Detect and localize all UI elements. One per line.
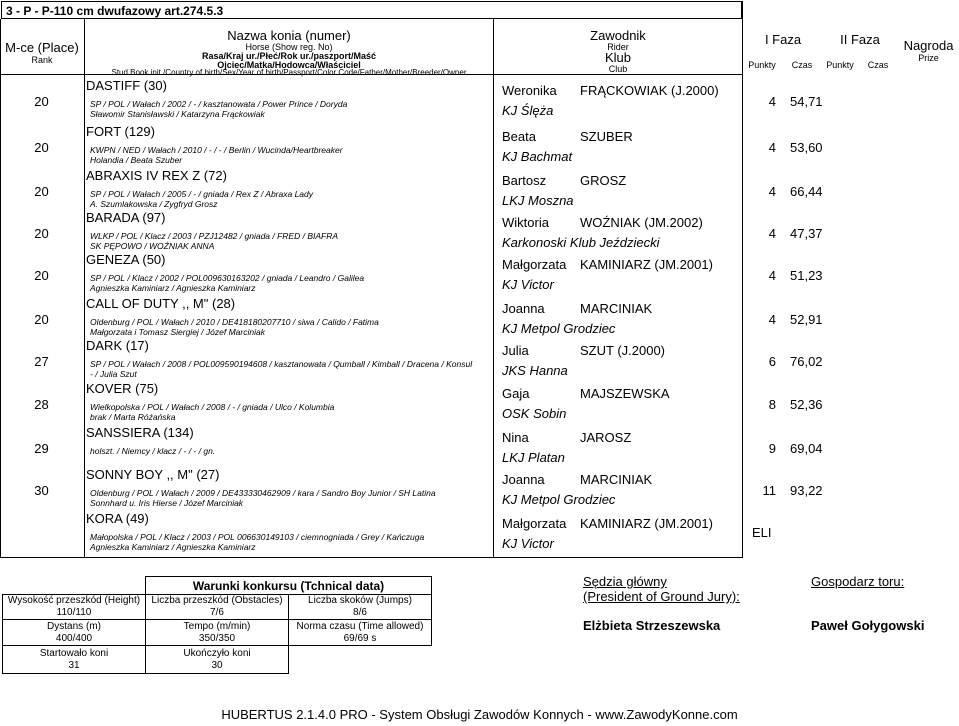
horse-details: SP / POL / Wałach / 2008 / POL009590194608 / kasztanowata / Qumball / Kimball / Dracena / Konsul (90, 359, 473, 369)
rider-last-name: GROSZ (580, 173, 627, 188)
rider-last-name: FRĄCKOWIAK (J.2000) (580, 83, 719, 98)
club-name: KJ Metpol Grodziec (502, 492, 616, 507)
horse-number: (17) (125, 338, 149, 353)
horse-name-text: DARK (86, 338, 123, 353)
rank-value: 28 (34, 397, 49, 412)
judge-name: Elżbieta Strzeszewska (583, 618, 721, 633)
rank-value: 20 (34, 268, 49, 283)
horse-details: Małopolska / POL / Klacz / 2003 / POL 006630149103 / ciemnogniada / Grey / Kańczuga (90, 532, 425, 542)
horse-name (86, 124, 155, 139)
horse-name (86, 210, 166, 225)
phase1-points: 6 (768, 354, 776, 369)
divider-rider (493, 19, 494, 558)
horse-name-text: KOVER (86, 381, 132, 396)
horse-details: SP / POL / Wałach / 2002 / - / kasztanowata / Power Prince / Doryda (90, 99, 348, 109)
phase1-time: 69,04 (790, 441, 823, 456)
competition-title: 3 - P - P-110 cm dwufazowy art.274.5.3 (1, 1, 742, 19)
conditions-table (2, 576, 432, 674)
time-allowed-label: Norma czasu (Time allowed) (296, 620, 424, 632)
obstacles-value: 7/6 (210, 607, 224, 618)
host-name: Paweł Gołygowski (811, 618, 925, 633)
header-place: M-ce (Place) (5, 40, 79, 55)
rank-value: 29 (34, 441, 49, 456)
header-time-1: Czas (791, 60, 813, 70)
height-label: Wysokość przeszkód (Height) (7, 595, 141, 606)
rider-first-name: Weronika (502, 83, 557, 98)
horse-details: SP / POL / Wałach / 2005 / - / gniada / Rex Z / Abraxa Lady (90, 189, 314, 199)
club-name: LKJ Platan (502, 450, 565, 465)
speed-label: Tempo (m/min) (183, 620, 251, 632)
horse-owner: Sonnhard u. Iris Hierse / Józef Marciniak (90, 498, 244, 508)
divider-rank (84, 19, 85, 558)
rider-first-name: Gaja (502, 386, 530, 401)
judge-label: Sędzia główny (583, 574, 667, 589)
header-rider: Zawodnik (590, 28, 646, 43)
obstacles-label: Liczba przeszkód (Obstacles) (151, 595, 283, 606)
phase1-points: 8 (768, 397, 776, 412)
rider-last-name: MARCINIAK (580, 472, 653, 487)
rider-last-name: KAMINIARZ (JM.2001) (580, 257, 713, 272)
horse-owner: Agnieszka Kaminiarz / Agnieszka Kaminiarz (90, 542, 256, 552)
header-points-1: Punkty (748, 60, 776, 70)
club-name: KJ Victor (502, 536, 554, 551)
header-club: Klub (604, 50, 632, 65)
horse-owner: Holandia / Beata Szuber (90, 155, 183, 165)
horse-number: (129) (124, 124, 155, 139)
horse-number: (50) (142, 252, 166, 267)
horse-name-text: SANSSIERA (86, 425, 160, 440)
header-place-en: Rank (31, 55, 53, 65)
header-horse-breed: Rasa/Kraj ur./Płeć/Rok ur./paszport/Maść (201, 51, 377, 61)
finished-label: Ukończyło koni (183, 647, 251, 659)
club-name: KJ Metpol Grodziec (502, 321, 616, 336)
horse-details: SP / POL / Klacz / 2002 / POL009630163202 / gniada / Leandro / Galilea (90, 273, 365, 283)
jumps-value: 8/6 (353, 607, 367, 618)
horse-number: (49) (125, 511, 149, 526)
horse-name-text: BARADA (86, 210, 139, 225)
phase1-points: 4 (768, 226, 776, 241)
phase1-time: 66,44 (790, 184, 823, 199)
horse-name (86, 467, 219, 482)
horse-owner: - / Julia Szut (90, 369, 137, 379)
rank-value: 30 (34, 483, 49, 498)
club-name: Karkonoski Klub Jeździecki (502, 235, 660, 250)
jumps-label: Liczba skoków (Jumps) (308, 595, 412, 606)
phase1-points: 4 (768, 184, 776, 199)
rank-value: 20 (34, 312, 49, 327)
horse-details: Oldenburg / POL / Wałach / 2009 / DE433330462909 / kara / Sandro Boy Junior / SH Latina (90, 488, 436, 498)
phase1-time: 53,60 (790, 140, 823, 155)
horse-owner: Agnieszka Kaminiarz / Agnieszka Kaminiarz (90, 283, 256, 293)
rider-first-name: Joanna (502, 472, 545, 487)
divider-phase (742, 1, 743, 558)
horse-name (86, 511, 149, 526)
rank-value: 20 (34, 140, 49, 155)
phase1-time: 47,37 (790, 226, 823, 241)
horse-name-text: FORT (86, 124, 121, 139)
rider-first-name: Beata (502, 129, 536, 144)
horse-name-text: SONNY BOY ,, M" (86, 467, 193, 482)
phase1-points: 11 (762, 483, 776, 498)
rider-last-name: MAJSZEWSKA (580, 386, 670, 401)
speed-value: 350/350 (198, 632, 236, 644)
rider-last-name: SZUBER (580, 129, 633, 144)
header-phase-2: II Faza (840, 32, 880, 47)
rider-first-name: Wiktoria (502, 215, 549, 230)
phase1-time: 93,22 (790, 483, 823, 498)
header-time-2: Czas (867, 60, 889, 70)
judge-label-en: (President of Ground Jury): (583, 589, 740, 604)
phase1-time: 51,23 (790, 268, 823, 283)
distance-label: Dystans (m) (47, 620, 101, 632)
club-name: KJ Bachmat (502, 149, 573, 164)
phase1-points: 9 (768, 441, 776, 456)
rider-first-name: Małgorzata (502, 257, 567, 272)
horse-name-text: CALL OF DUTY ,, M" (86, 296, 209, 311)
horse-owner: brak / Marta Różańska (90, 412, 176, 422)
phase1-points: 4 (768, 94, 776, 109)
rider-last-name: SZUT (J.2000) (580, 343, 666, 358)
footer-text: HUBERTUS 2.1.4.0 PRO - System Obsługi Zawodów Konnych - www.ZawodyKonne.com (221, 707, 738, 722)
phase1-time: 52,91 (790, 312, 823, 327)
horse-owner: A. Szumlakowska / Zygfryd Grosz (90, 199, 218, 209)
horse-details: Wielkopolska / POL / Wałach / 2008 / - / gniada / Ulco / Kolumbia (90, 402, 335, 412)
distance-value: 400/400 (55, 632, 93, 644)
horse-details: WLKP / POL / Klacz / 2003 / PZJ12482 / gniada / FRED / BIAFRA (90, 231, 339, 241)
horse-name (86, 338, 149, 353)
header-horse-studbook: Stud Book init./Country of birth/Sex/Year of birth/Passport/Color Code/Father/Mother/Breeder/Owner (111, 68, 467, 77)
horse-owner: SK PĘPOWO / WOŹNIAK ANNA (90, 241, 215, 251)
header-prize: Nagroda (903, 38, 954, 53)
phase1-points: 4 (768, 140, 776, 155)
horse-details: KWPN / NED / Wałach / 2010 / - / - / Berlin / Wucinda/Heartbreaker (90, 145, 343, 155)
header-horse-en: Horse (Show reg. No) (245, 42, 333, 52)
rank-value: 20 (34, 94, 49, 109)
rider-first-name: Joanna (502, 301, 545, 316)
horse-name-text: DASTIFF (86, 78, 141, 93)
horse-name (86, 168, 227, 183)
horse-number: (97) (142, 210, 166, 225)
horse-name-text: GENEZA (86, 252, 139, 267)
conditions-title: Warunki konkursu (Tchnical data) (146, 577, 432, 595)
phase1-time: 52,36 (790, 397, 823, 412)
table-border-bottom (0, 557, 743, 558)
horse-name (86, 252, 166, 267)
horse-name (86, 381, 158, 396)
phase1-time: 76,02 (790, 354, 823, 369)
horse-number: (28) (211, 296, 236, 311)
rider-last-name: WOŹNIAK (JM.2002) (580, 215, 703, 230)
horse-number: (134) (163, 425, 194, 440)
header-points-2: Punkty (826, 60, 854, 70)
horse-name (86, 296, 235, 311)
header-club-en: Club (608, 64, 628, 74)
rider-first-name: Julia (502, 343, 529, 358)
club-name: KJ Victor (502, 277, 554, 292)
header-horse: Nazwa konia (numer) (227, 28, 351, 43)
rank-value: 20 (34, 184, 49, 199)
horse-number: (30) (143, 78, 167, 93)
finished-value: 30 (211, 659, 223, 671)
phase1-points: 4 (768, 312, 776, 327)
horse-name-text: ABRAXIS IV REX Z (86, 168, 201, 183)
horse-name-text: KORA (86, 511, 123, 526)
time-allowed-value: 69/69 s (343, 632, 377, 644)
height-value: 110/110 (56, 607, 92, 618)
rider-last-name: MARCINIAK (580, 301, 653, 316)
horse-name (86, 78, 167, 93)
club-name: KJ Ślęża (502, 103, 554, 118)
horse-name (86, 425, 194, 440)
horse-details: Oldenburg / POL / Wałach / 2010 / DE418180207710 / siwa / Calido / Fatima (90, 317, 379, 327)
phase1-points: 4 (768, 268, 776, 283)
club-name: OSK Sobin (502, 406, 567, 421)
horse-number: (75) (135, 381, 159, 396)
horse-number: (27) (196, 467, 220, 482)
rider-last-name: JAROSZ (580, 430, 632, 445)
rider-first-name: Małgorzata (502, 516, 567, 531)
header-horse-parents: Ojciec/Matka/Hodowca/Właściciel (217, 60, 361, 70)
rider-first-name: Nina (502, 430, 529, 445)
rank-value: 27 (34, 354, 49, 369)
eliminated-badge: ELI (752, 525, 772, 540)
phase1-time: 54,71 (790, 94, 823, 109)
horse-details: holszt. / Niemcy / klacz / - / - / gn. (90, 446, 216, 456)
started-label: Startowało koni (39, 647, 109, 659)
horse-number: (72) (203, 168, 227, 183)
started-value: 31 (68, 659, 80, 671)
club-name: LKJ Moszna (502, 193, 574, 208)
rider-last-name: KAMINIARZ (JM.2001) (580, 516, 713, 531)
header-phase-1: I Faza (764, 32, 802, 47)
header-prize-en: Prize (918, 53, 939, 63)
rank-value: 20 (34, 226, 49, 241)
horse-owner: Sławomir Stanisławski / Katarzyna Frąckowiak (90, 109, 265, 119)
club-name: JKS Hanna (502, 363, 568, 378)
host-label: Gospodarz toru: (811, 574, 905, 589)
header-rider-en: Rider (607, 42, 629, 52)
horse-owner: Małgorzata i Tomasz Siergiej / Józef Marciniak (90, 327, 265, 337)
rider-first-name: Bartosz (502, 173, 547, 188)
